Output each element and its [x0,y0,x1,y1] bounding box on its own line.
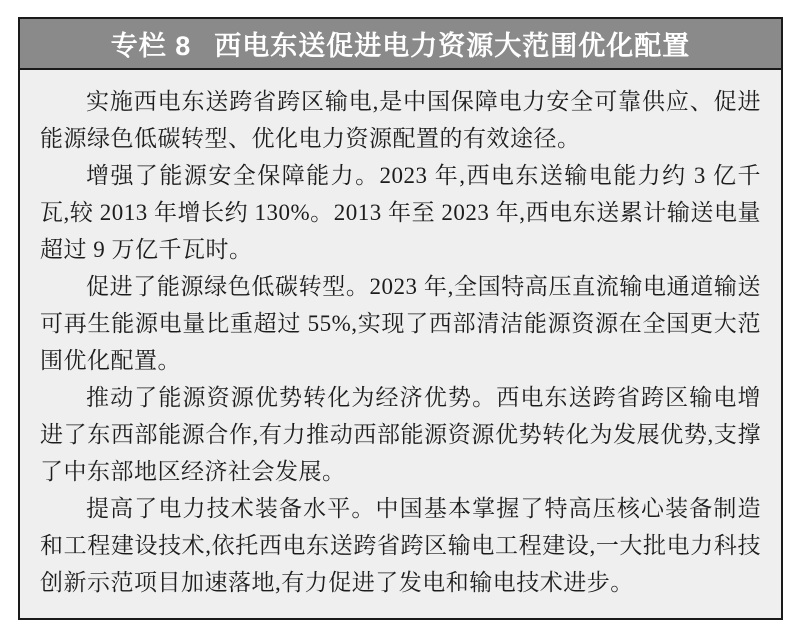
column-title: 西电东送促进电力资源大范围优化配置 [214,31,691,61]
paragraph-economic-advantage: 推动了能源资源优势转化为经济优势。西电东送跨省跨区输电增进了东西部能源合作,有力推动西部能源资源优势转化为发展优势,支撑了中东部地区经济社会发展。 [40,385,761,484]
paragraph-technology-equipment: 提高了电力技术装备水平。中国基本掌握了特高压核心装备制造和工程建设技术,依托西电东送跨省跨区输电工程建设,一大批电力科技创新示范项目加速落地,有力促进了发电和输电技术进步。 [40,496,761,595]
paragraph-energy-security: 增强了能源安全保障能力。2023 年,西电东送输电能力约 3 亿千瓦,较 2013 年增长约 130%。2013 年至 2023 年,西电东送累计输送电量超过 9 万亿千瓦时。 [40,163,761,262]
paragraph-intro: 实施西电东送跨省跨区输电,是中国保障电力安全可靠供应、促进能源绿色低碳转型、优化电力资源配置的有效途径。 [40,89,761,151]
column-box-body [20,70,781,607]
paragraph-green-transition: 促进了能源绿色低碳转型。2023 年,全国特高压直流输电通道输送可再生能源电量比重超过 55%,实现了西部清洁能源资源在全国更大范围优化配置。 [40,274,761,373]
column-number-label: 专栏 8 [110,31,192,61]
column-box-panel [18,17,783,620]
column-box-header [20,19,781,70]
